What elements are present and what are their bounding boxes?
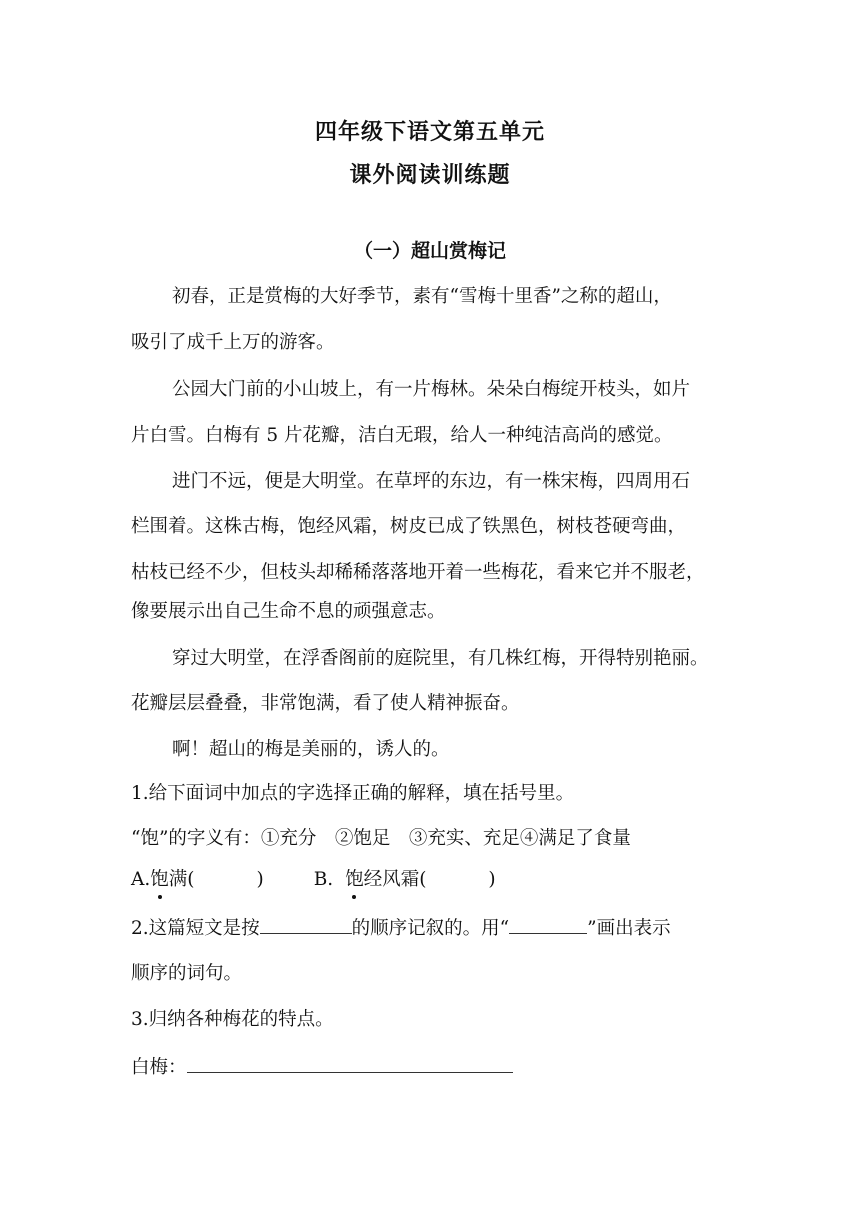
document-subtitle: 课外阅读训练题 (349, 163, 511, 188)
question-2 (131, 915, 731, 942)
passage-line: 进门不远，便是大明堂。在草坪的东边，有一株宋梅，四周用石 (172, 471, 691, 492)
passage-line: 初春，正是赏梅的大好季节，素有“雪梅十里香”之称的超山， (172, 286, 672, 307)
question-1: 1.给下面词中加点的字选择正确的解释，填在括号里。 (131, 783, 575, 804)
passage-line: 穿过大明堂，在浮香阁前的庭院里，有几株红梅，开得特别艳丽。 (172, 648, 709, 669)
emphasis-dot-char: 饱 (345, 867, 364, 893)
passage-line: 花瓣层层叠叠，非常饱满，看了使人精神振奋。 (131, 693, 520, 714)
passage-line: 公园大门前的小山坡上，有一片梅林。朵朵白梅绽开枝头，如片 (172, 379, 691, 400)
question-3-white-plum (131, 1054, 731, 1081)
section-title: （一）超山赏梅记 (353, 240, 506, 262)
option-b-label: B. (313, 869, 334, 890)
question-1-meanings: “饱”的字义有：①充分 ②饱足 ③充实、充足④满足了食量 (131, 828, 631, 849)
option-b-close: ) (488, 869, 496, 890)
passage-line: 吸引了成千上万的游客。 (131, 332, 335, 353)
option-b-word: 经风霜( (363, 869, 427, 890)
passage-line: 啊！超山的梅是美丽的，诱人的。 (172, 739, 450, 760)
passage-line: 栏围着。这株古梅，饱经风霜，树皮已成了铁黑色，树枝苍硬弯曲， (131, 516, 687, 537)
question-2-text: ”画出表示 (587, 918, 671, 939)
option-a-word: 满( (168, 869, 195, 890)
question-2-text: 2.这篇短文是按 (131, 918, 260, 939)
question-1-options (131, 867, 731, 893)
white-plum-label: 白梅： (131, 1057, 187, 1078)
question-2-line2: 顺序的词句。 (131, 963, 243, 984)
question-3: 3.归纳各种梅花的特点。 (131, 1009, 334, 1030)
emphasis-dot-char: 饱 (150, 867, 169, 893)
document-title: 四年级下语文第五单元 (314, 120, 545, 145)
answer-blank-white-plum[interactable] (187, 1054, 513, 1073)
passage-line: 片白雪。白梅有 5 片花瓣，洁白无瑕，给人一种纯洁高尚的感觉。 (131, 425, 673, 446)
passage-line: 像要展示出自己生命不息的顽强意志。 (131, 601, 446, 622)
passage-line: 枯枝已经不少，但枝头却稀稀落落地开着一些梅花，看来它并不服老， (131, 562, 705, 583)
option-a-label: A. (131, 869, 151, 890)
option-a-close: ) (256, 869, 264, 890)
underline-sample (509, 915, 587, 934)
question-2-text: 的顺序记叙的。用“ (351, 918, 510, 939)
answer-blank-order[interactable] (260, 915, 352, 934)
